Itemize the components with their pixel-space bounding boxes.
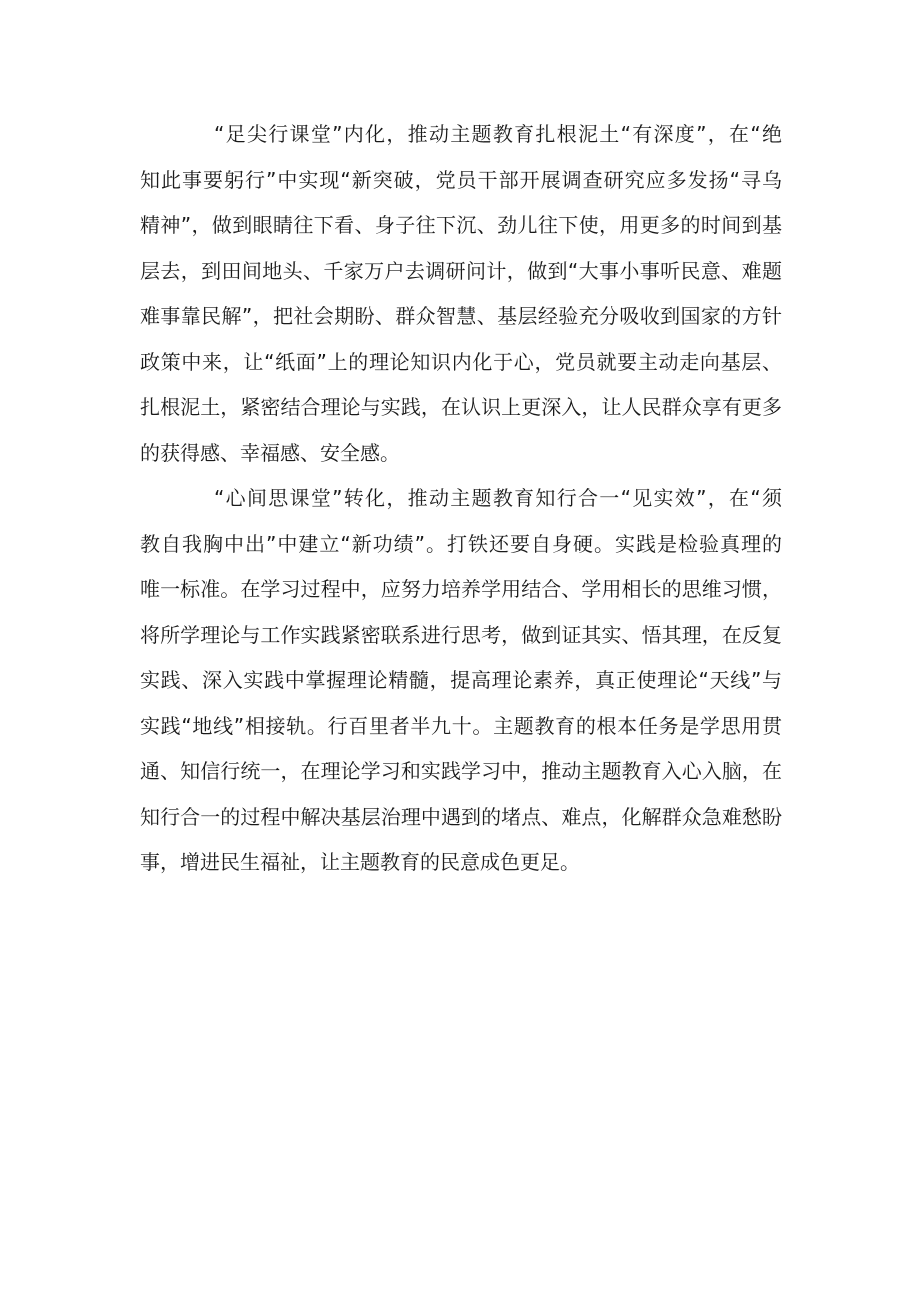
paragraph-line: 教自我胸中出”中建立“新功绩”。打铁还要自身硬。实践是检验真理的 [140, 531, 782, 556]
document-body [140, 112, 782, 886]
paragraph-line: 的获得感、幸福感、安全感。 [140, 440, 400, 465]
paragraph-2 [140, 476, 782, 886]
paragraph-line: 实践“地线”相接轨。行百里者半九十。主题教育的根本任务是学思用贯 [140, 713, 782, 738]
paragraph-line: 难事靠民解”，把社会期盼、群众智慧、基层经验充分吸收到国家的方针 [140, 304, 782, 328]
paragraph-line: 将所学理论与工作实践紧密联系进行思考，做到证其实、悟其理，在反复 [140, 622, 782, 647]
paragraph-line: 知此事要躬行”中实现“新突破，党员干部开展调查研究应多发扬“寻乌 [140, 167, 782, 192]
paragraph-line: 事，增进民生福祉，让主题教育的民意成色更足。 [140, 850, 580, 874]
paragraph-1 [140, 112, 782, 476]
paragraph-line: 精神”，做到眼睛往下看、身子往下沉、劲儿往下使，用更多的时间到基 [140, 213, 782, 237]
paragraph-line: 政策中来，让“纸面”上的理论知识内化于心，党员就要主动走向基层、 [140, 349, 782, 374]
paragraph-line: 知行合一的过程中解决基层治理中遇到的堵点、难点，化解群众急难愁盼 [140, 804, 782, 829]
paragraph-line: “心间思课堂”转化，推动主题教育知行合一“见实效”，在“须 [214, 486, 782, 510]
paragraph-line: 层去，到田间地头、千家万户去调研问计，做到“大事小事听民意、难题 [140, 258, 782, 283]
paragraph-line: 通、知信行统一，在理论学习和实践学习中，推动主题教育入心入脑，在 [140, 759, 782, 783]
paragraph-line: “足尖行课堂”内化，推动主题教育扎根泥土“有深度”，在“绝 [214, 122, 782, 146]
paragraph-line: 唯一标准。在学习过程中，应努力培养学用结合、学用相长的思维习惯， [140, 577, 782, 601]
paragraph-line: 扎根泥土，紧密结合理论与实践，在认识上更深入，让人民群众享有更多 [140, 395, 782, 419]
paragraph-line: 实践、深入实践中掌握理论精髓，提高理论素养，真正使理论“天线”与 [140, 668, 782, 692]
